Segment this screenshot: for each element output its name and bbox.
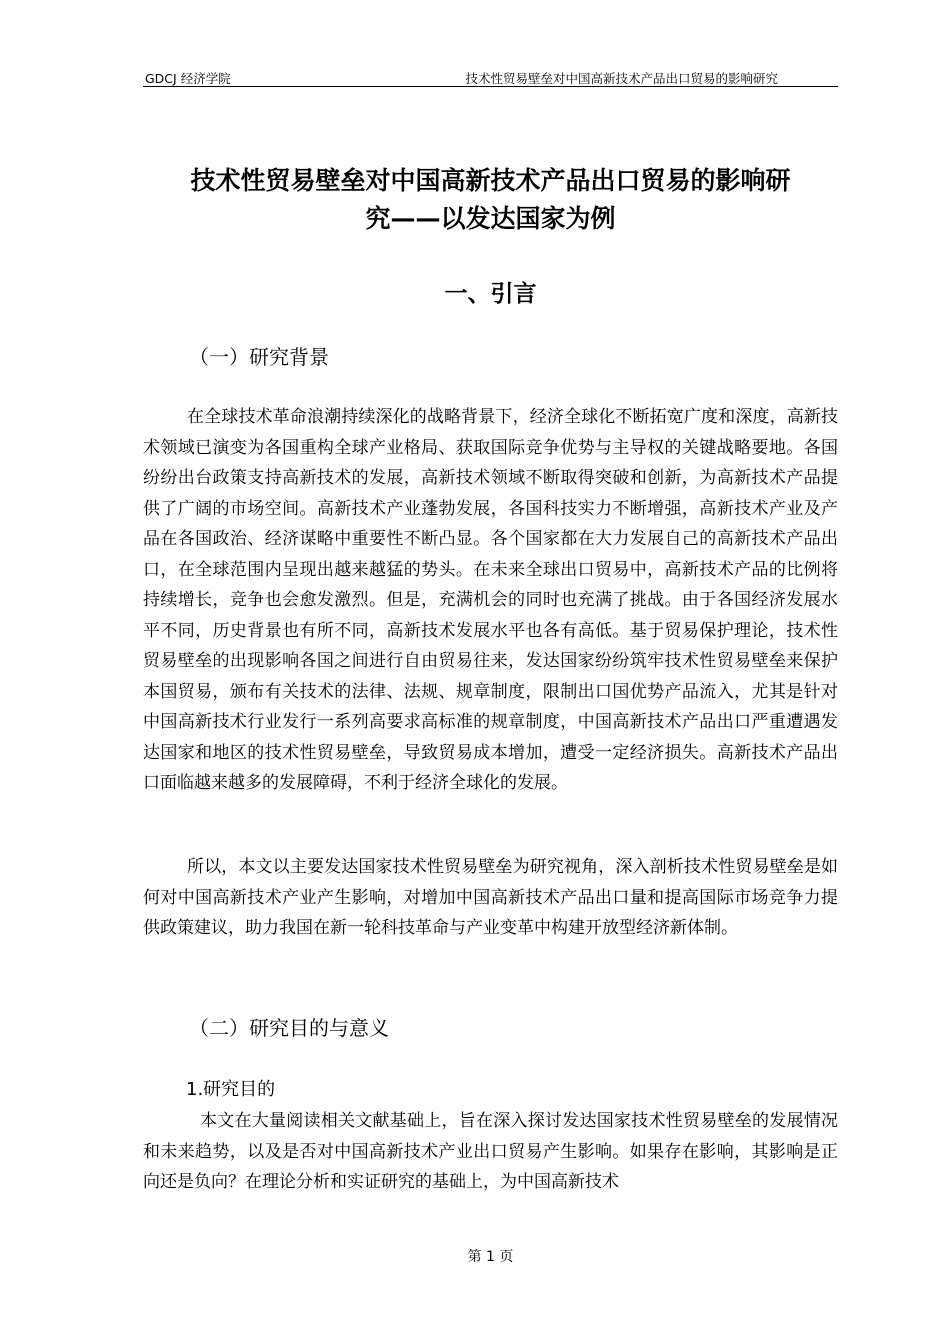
paper-title bbox=[143, 162, 838, 238]
paper-title-line-2: 究——以发达国家为例 bbox=[365, 204, 616, 233]
running-header bbox=[143, 68, 838, 87]
subsection-heading-purpose-significance: （二）研究目的与意义 bbox=[189, 1016, 389, 1040]
header-paper-title: 技术性贸易壁垒对中国高新技术产品出口贸易的影响研究 bbox=[465, 71, 778, 86]
page-number: 第 1 页 bbox=[467, 1249, 514, 1265]
paragraph-background-1: 在全球技术革命浪潮持续深化的战略背景下，经济全球化不断拓宽广度和深度，高新技术领域已演变为各国重构全球产业格局、获取国际竞争优势与主导权的关键战略要地。各国纷纷出台政策支持高新技术的发展，高新技术领域不断取得突破和创新，为高新技术产品提供了广阔的市场空间。高新技术产业蓬勃发展，各国科技实力不断增强，高新技术产业及产品在各国政治、经济谋略中重要性不断凸显。各个国家都在大力发展自己的高新技术产品出口，在全球范围内呈现出越来越猛的势头。在未来全球出口贸易中，高新技术产品的比例将持续增长，竞争也会愈发激烈。但是，充满机会的同时也充满了挑战。由于各国经济发展水平不同，历史背景也有所不同，高新技术发展水平也各有高低。基于贸易保护理论，技术性贸易壁垒的出现影响各国之间进行自由贸易往来，发达国家纷纷筑牢技术性贸易壁垒来保护本国贸易，颁布有关技术的法律、法规、规章制度，限制出口国优势产品流入，尤其是针对中国高新技术行业发行一系列高要求高标准的规章制度，中国高新技术产品出口严重遭遇发达国家和地区的技术性贸易壁垒，导致贸易成本增加，遭受一定经济损失。高新技术产品出口面临越来越多的发展障碍，不利于经济全球化的发展。 bbox=[143, 407, 838, 793]
header-institution: GDCJ 经济学院 bbox=[145, 71, 231, 86]
paper-title-line-1: 技术性贸易壁垒对中国高新技术产品出口贸易的影响研 bbox=[190, 166, 791, 195]
paragraph-research-purpose: 本文在大量阅读相关文献基础上，旨在深入探讨发达国家技术性贸易壁垒的发展情况和未来趋势，以及是否对中国高新技术产业出口贸易产生影响。如果存在影响，其影响是正向还是负向？在理论分析和实证研究的基础上，为中国高新技术 bbox=[143, 1111, 838, 1192]
subsection-heading-background: （一）研究背景 bbox=[189, 345, 329, 369]
item-heading-research-purpose: 1.研究目的 bbox=[186, 1079, 276, 1100]
section-heading-introduction: 一、引言 bbox=[444, 281, 537, 307]
paragraph-background-2: 所以，本文以主要发达国家技术性贸易壁垒为研究视角，深入剖析技术性贸易壁垒是如何对中国高新技术产业产生影响，对增加中国高新技术产品出口量和提高国际市场竞争力提供政策建议，助力我国在新一轮科技革命与产业变革中构建开放型经济新体制。 bbox=[143, 857, 838, 938]
